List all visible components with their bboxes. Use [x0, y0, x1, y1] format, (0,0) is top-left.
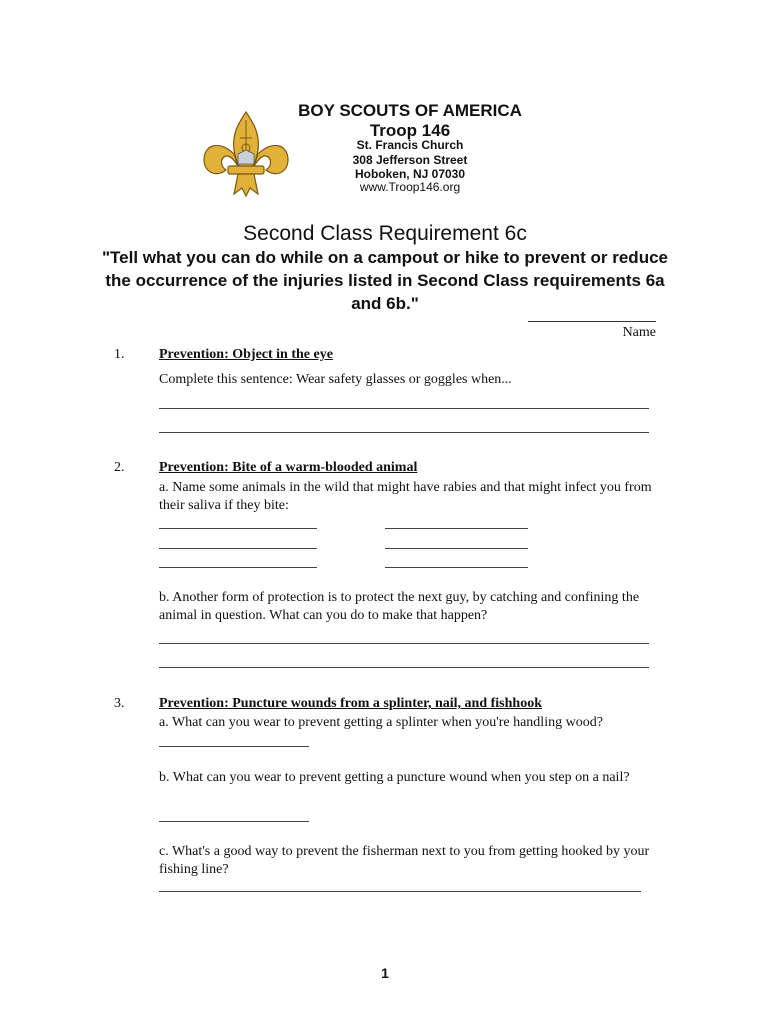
question-3-heading: Prevention: Puncture wounds from a splinter, nail, and fishhook [159, 696, 542, 711]
question-1-heading: Prevention: Object in the eye [159, 347, 333, 362]
answer-line[interactable] [159, 891, 641, 892]
answer-line[interactable] [159, 643, 649, 644]
name-field-line[interactable] [528, 321, 656, 322]
answer-line[interactable] [159, 432, 649, 433]
website-link: www.Troop146.org [359, 180, 461, 194]
requirement-quote: "Tell what you can do while on a campout or hike to prevent or reduce the occurrence of the injuries listed in Second Class requirements 6a and 6b." [101, 248, 668, 313]
question-3c-text: c. What's a good way to prevent the fisherman next to you from getting hooked by your fishing line? [159, 844, 650, 877]
answer-line[interactable] [159, 567, 317, 568]
page-title: Second Class Requirement 6c [243, 222, 527, 245]
question-1-text: Complete this sentence: Wear safety glasses or goggles when... [159, 372, 512, 387]
question-2b-text: b. Another form of protection is to protect the next guy, by catching and confining the animal in question. What can you do to make that happen? [159, 590, 640, 623]
answer-line[interactable] [159, 821, 309, 822]
church-name: St. Francis Church [356, 138, 464, 152]
city-address: Hoboken, NJ 07030 [354, 167, 466, 181]
question-3-number: 3. [114, 696, 125, 711]
question-3b-text: b. What can you wear to prevent getting a puncture wound when you step on a nail? [159, 770, 630, 785]
answer-line[interactable] [159, 548, 317, 549]
question-3a-text: a. What can you wear to prevent getting a splinter when you're handling wood? [159, 715, 603, 730]
answer-line[interactable] [159, 667, 649, 668]
street-address: 308 Jefferson Street [352, 153, 468, 167]
troop-name: Troop 146 [369, 121, 451, 140]
question-2-heading: Prevention: Bite of a warm-blooded animal [159, 460, 418, 475]
question-2a-text: a. Name some animals in the wild that might have rabies and that might infect you from their saliva if they bite: [159, 480, 652, 513]
question-2-number: 2. [114, 460, 125, 475]
name-label: Name [622, 325, 656, 340]
answer-line[interactable] [159, 746, 309, 747]
answer-line[interactable] [385, 548, 528, 549]
answer-line[interactable] [385, 567, 528, 568]
answer-line[interactable] [385, 528, 528, 529]
answer-line[interactable] [159, 408, 649, 409]
organization-name: BOY SCOUTS OF AMERICA [298, 101, 522, 120]
question-1-number: 1. [114, 347, 125, 362]
answer-line[interactable] [159, 528, 317, 529]
page-number: 1 [381, 965, 389, 981]
